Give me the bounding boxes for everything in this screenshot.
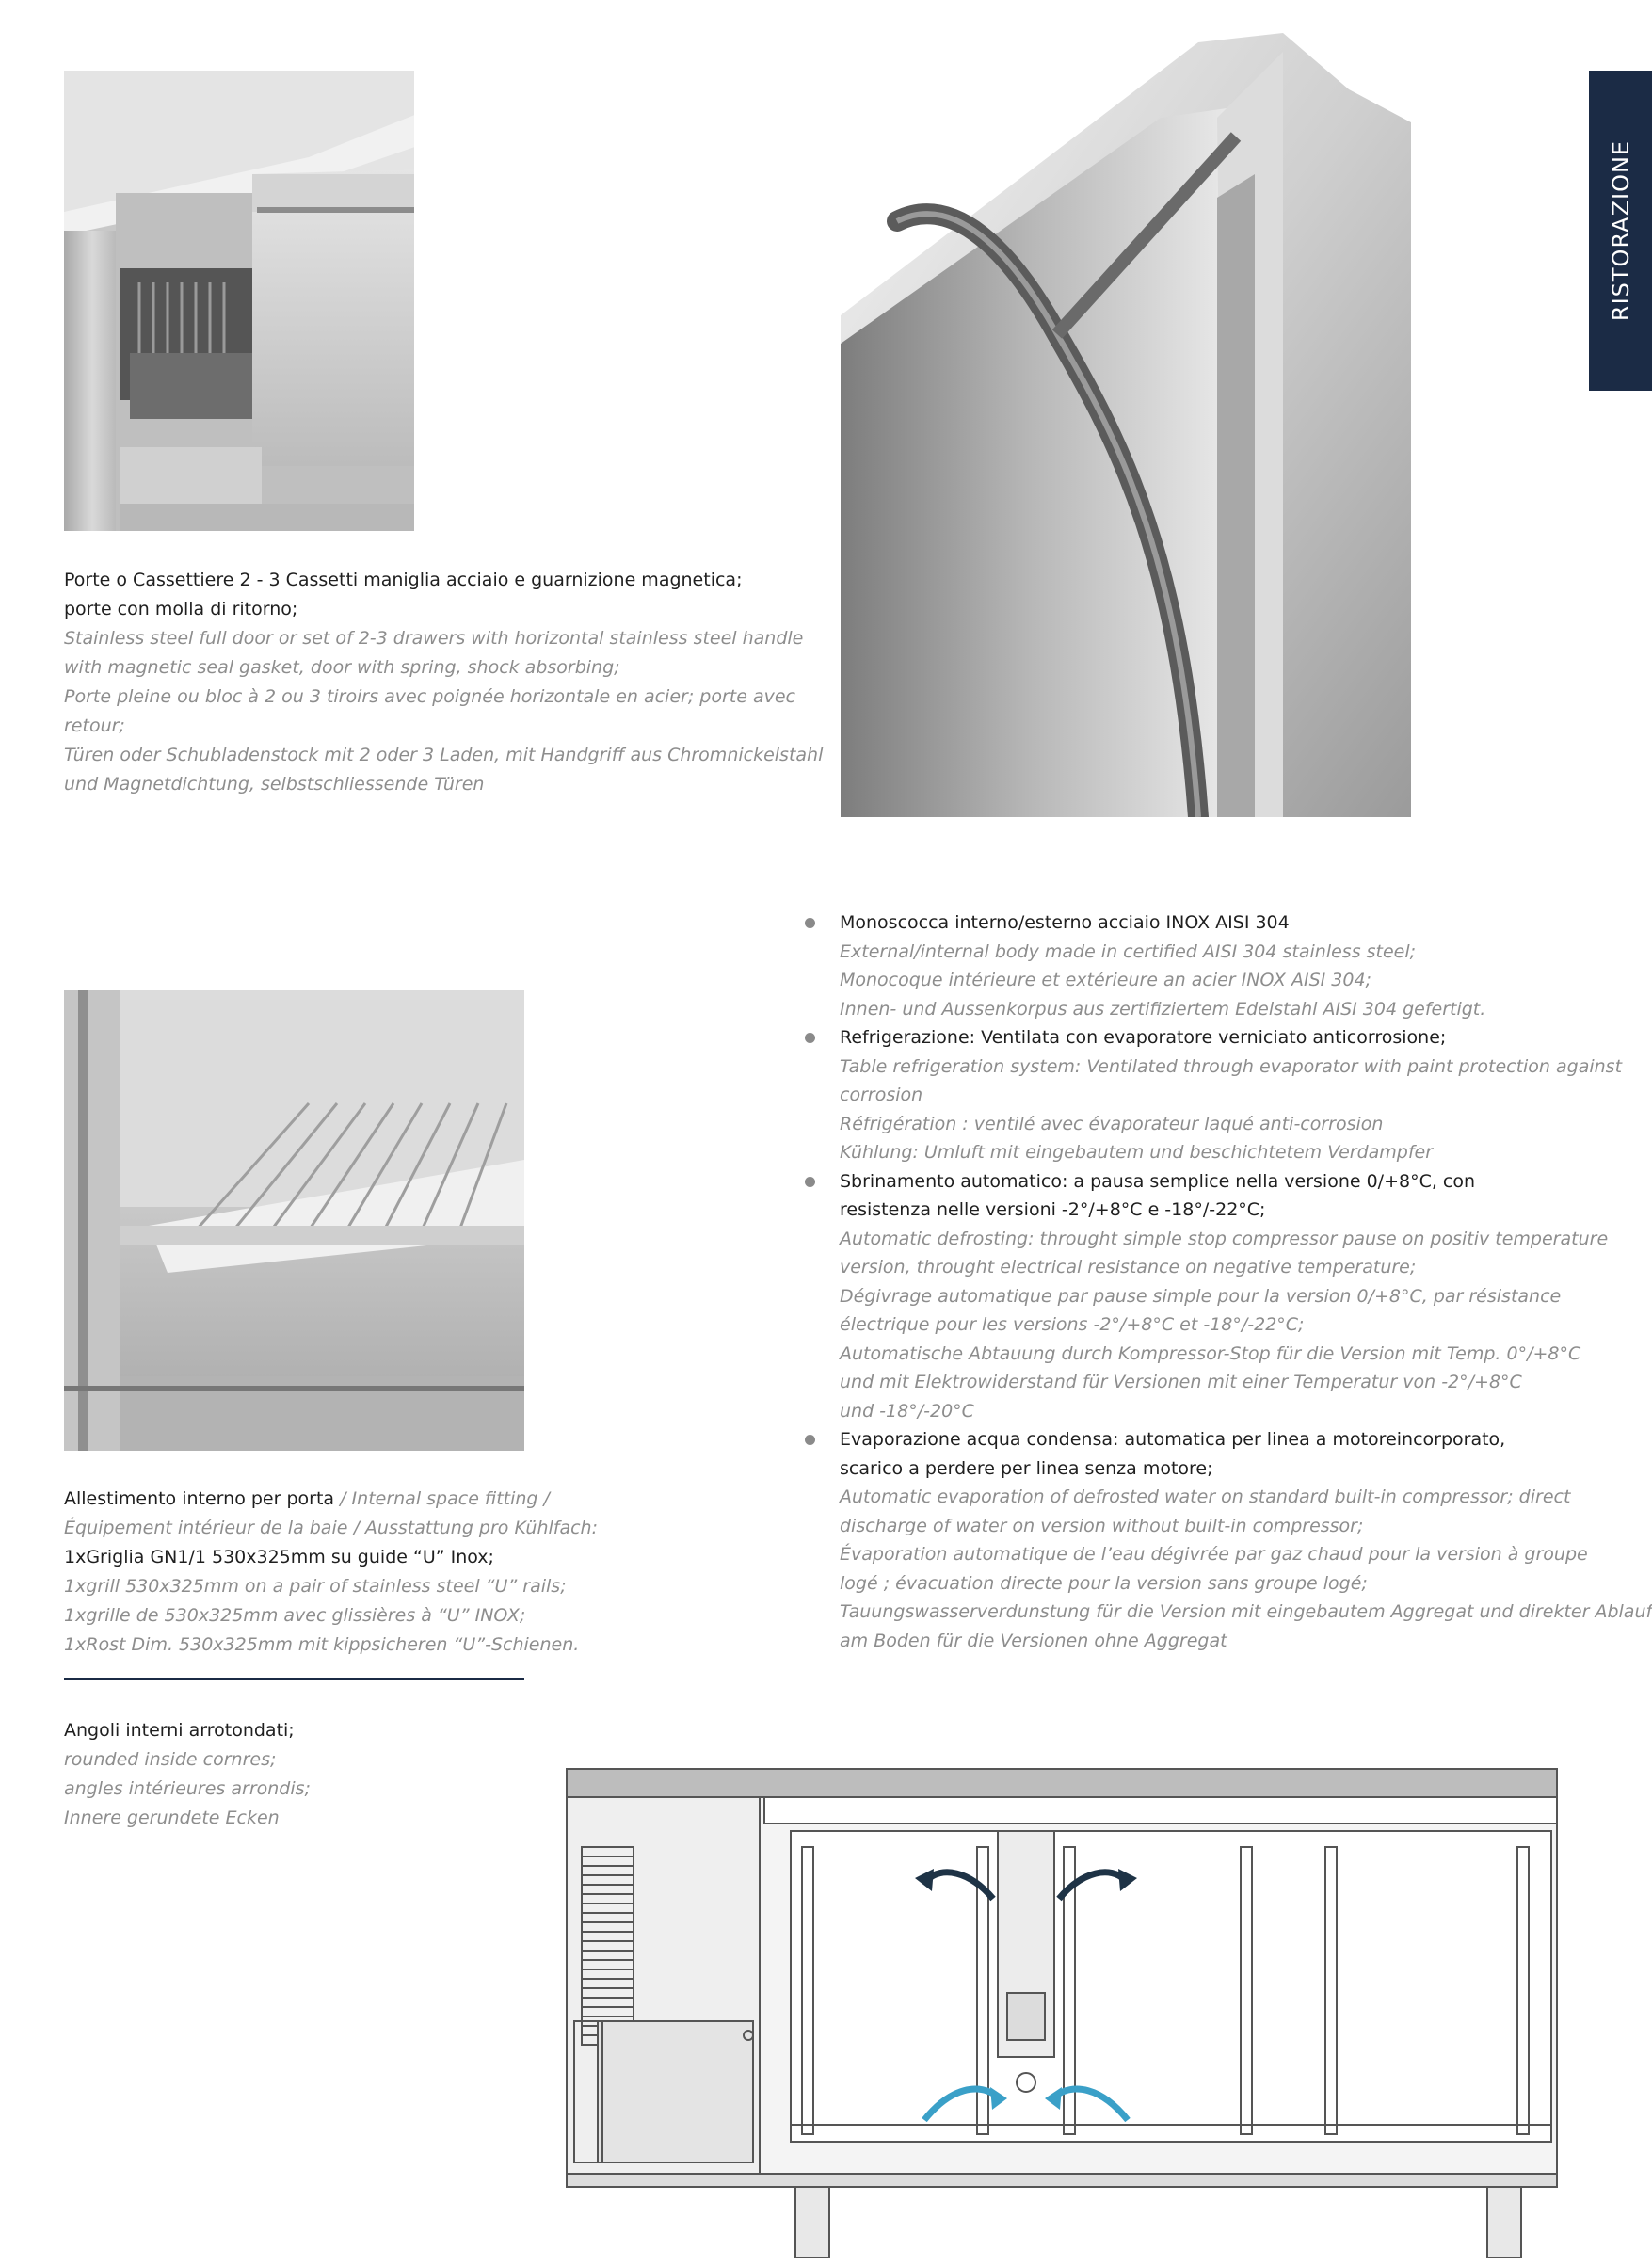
- caption-interior-title: Allestimento interno per porta: [64, 1488, 335, 1509]
- feature-item: [805, 1167, 1609, 1426]
- feature-translation: und mit Elektrowiderstand für Versionen mit einer Temperatur von -2°/+8°C: [840, 1372, 1522, 1392]
- caption-interior-title-translation: / Internal space fitting /: [334, 1488, 550, 1509]
- section-tab-label: RISTORAZIONE: [1607, 139, 1634, 322]
- caption-drawers-translation: Porte pleine ou bloc à 2 ou 3 tiroirs avec poignée horizontale en acier; porte avec: [64, 686, 795, 707]
- interior-space: [791, 1831, 1551, 2142]
- caption-drawers-translation: Türen oder Schubladenstock mit 2 oder 3 Laden, mit Handgriff aus Chromnickelstahl: [64, 745, 824, 765]
- caption-drawers: [64, 566, 823, 799]
- feature-translation: und -18°/-20°C: [840, 1400, 974, 1422]
- feature-translation: version, throught electrical resistance on negative temperature;: [840, 1257, 1417, 1278]
- bullet-icon: [805, 1435, 815, 1445]
- feature-title: Monoscocca interno/esterno acciaio INOX AISI 304: [840, 912, 1290, 933]
- feature-translation: Réfrigération : ventilé avec évaporateur laqué anti-corrosion: [840, 1113, 1384, 1134]
- caption-corners: [64, 1716, 311, 1833]
- drawer-photo: [64, 71, 414, 531]
- counter-airflow-diagram: [565, 1767, 1561, 2262]
- cabinet-base: [567, 2174, 1557, 2187]
- interior-shelf-photo: [64, 990, 524, 1451]
- bullet-icon: [805, 1177, 815, 1187]
- section-divider: [64, 1678, 524, 1680]
- feature-title: resistenza nelle versioni -2°/+8°C e -18°/-22°C;: [840, 1199, 1266, 1220]
- section-tab: [1589, 71, 1652, 391]
- feature-translation: corrosion: [840, 1085, 923, 1105]
- feature-list: [805, 908, 1652, 1655]
- bullet-icon: [805, 918, 815, 928]
- caption-interior-translation: Équipement intérieur de la baie / Ausstattung pro Kühlfach:: [64, 1518, 598, 1538]
- feature-item: [805, 1425, 1652, 1655]
- caption-interior: [64, 1485, 598, 1660]
- caption-drawers-line: porte con molla di ritorno;: [64, 599, 298, 619]
- feature-translation: Monocoque intérieure et extérieure an acier INOX AISI 304;: [840, 970, 1371, 990]
- caption-interior-line1: [64, 1485, 598, 1514]
- leg-right: [1487, 2187, 1521, 2258]
- feature-translation: External/internal body made in certified AISI 304 stainless steel;: [840, 940, 1417, 962]
- feature-translation: Tauungswasserverdunstung für die Version mit eingebautem Aggregat und direkter Ablauf: [840, 1601, 1652, 1622]
- feature-translation: Dégivrage automatique par pause simple pour la version 0/+8°C, par résistance: [840, 1285, 1562, 1307]
- caption-corners-translation: Innere gerundete Ecken: [64, 1808, 280, 1828]
- caption-interior-spec: 1xGriglia GN1/1 530x325mm su guide “U” Inox;: [64, 1547, 494, 1567]
- feature-title: Sbrinamento automatico: a pausa semplice nella versione 0/+8°C, con: [840, 1170, 1476, 1192]
- leg-left: [795, 2187, 829, 2258]
- caption-interior-translation: 1xgrill 530x325mm on a pair of stainless steel “U” rails;: [64, 1576, 567, 1597]
- feature-title: Refrigerazione: Ventilata con evaporatore verniciato anticorrosione;: [840, 1027, 1447, 1048]
- caption-corners-translation: angles intérieures arrondis;: [64, 1778, 311, 1799]
- drain-icon: [1017, 2073, 1035, 2092]
- door-gasket-photo: [841, 33, 1411, 817]
- caption-drawers-translation: und Magnetdichtung, selbstschliessende Türen: [64, 774, 485, 795]
- feature-translation: électrique pour les versions -2°/+8°C et -18°/-22°C;: [840, 1314, 1305, 1335]
- caption-interior-translation: 1xRost Dim. 530x325mm mit kippsicheren “U”-Schienen.: [64, 1634, 580, 1655]
- feature-translation: Table refrigeration system: Ventilated through evaporator with paint protection against: [840, 1055, 1623, 1077]
- feature-translation: Automatic evaporation of defrosted water on standard built-in compressor; direct: [840, 1487, 1571, 1507]
- caption-corners-translation: rounded inside cornres;: [64, 1749, 277, 1770]
- evaporator-fan: [1007, 1993, 1045, 2040]
- feature-translation: Évaporation automatique de l’eau dégivrée par gaz chaud pour la version à groupe: [840, 1544, 1588, 1565]
- feature-translation: am Boden für die Versionen ohne Aggregat: [840, 1630, 1227, 1651]
- caption-drawers-line: Porte o Cassettiere 2 - 3 Cassetti maniglia acciaio e guarnizione magnetica;: [64, 570, 743, 590]
- feature-translation: logé ; évacuation directe pour la version sans groupe logé;: [840, 1572, 1368, 1594]
- feature-title: Evaporazione acqua condensa: automatica per linea a motoreincorporato,: [840, 1429, 1506, 1450]
- feature-translation: Automatic defrosting: throught simple stop compressor pause on positiv temperature: [840, 1228, 1609, 1249]
- bullet-icon: [805, 1033, 815, 1043]
- feature-translation: discharge of water on version without built-in compressor;: [840, 1515, 1364, 1536]
- feature-translation: Automatische Abtauung durch Kompressor-Stop für die Version mit Temp. 0°/+8°C: [840, 1342, 1581, 1364]
- feature-translation: Innen- und Aussenkorpus aus zertifiziertem Edelstahl AISI 304 gefertigt.: [840, 998, 1486, 1020]
- caption-drawers-translation: Stainless steel full door or set of 2-3 drawers with horizontal stainless steel handle: [64, 628, 804, 649]
- compressor-unit: [598, 2021, 753, 2162]
- caption-corners-title: Angoli interni arrotondati;: [64, 1720, 295, 1741]
- feature-item: [805, 908, 1577, 1023]
- worktop: [567, 1769, 1557, 1797]
- counter-airflow-svg: [565, 1767, 1561, 2262]
- caption-drawers-translation: retour;: [64, 715, 125, 736]
- caption-interior-translation: 1xgrille de 530x325mm avec glissières à “U” INOX;: [64, 1605, 526, 1626]
- caption-drawers-translation: with magnetic seal gasket, door with spring, shock absorbing;: [64, 657, 620, 678]
- feature-translation: Kühlung: Umluft mit eingebautem und beschichtetem Verdampfer: [840, 1142, 1434, 1163]
- feature-item: [805, 1023, 1623, 1167]
- top-ledge: [764, 1797, 1557, 1824]
- feature-title: scarico a perdere per linea senza motore;: [840, 1457, 1213, 1479]
